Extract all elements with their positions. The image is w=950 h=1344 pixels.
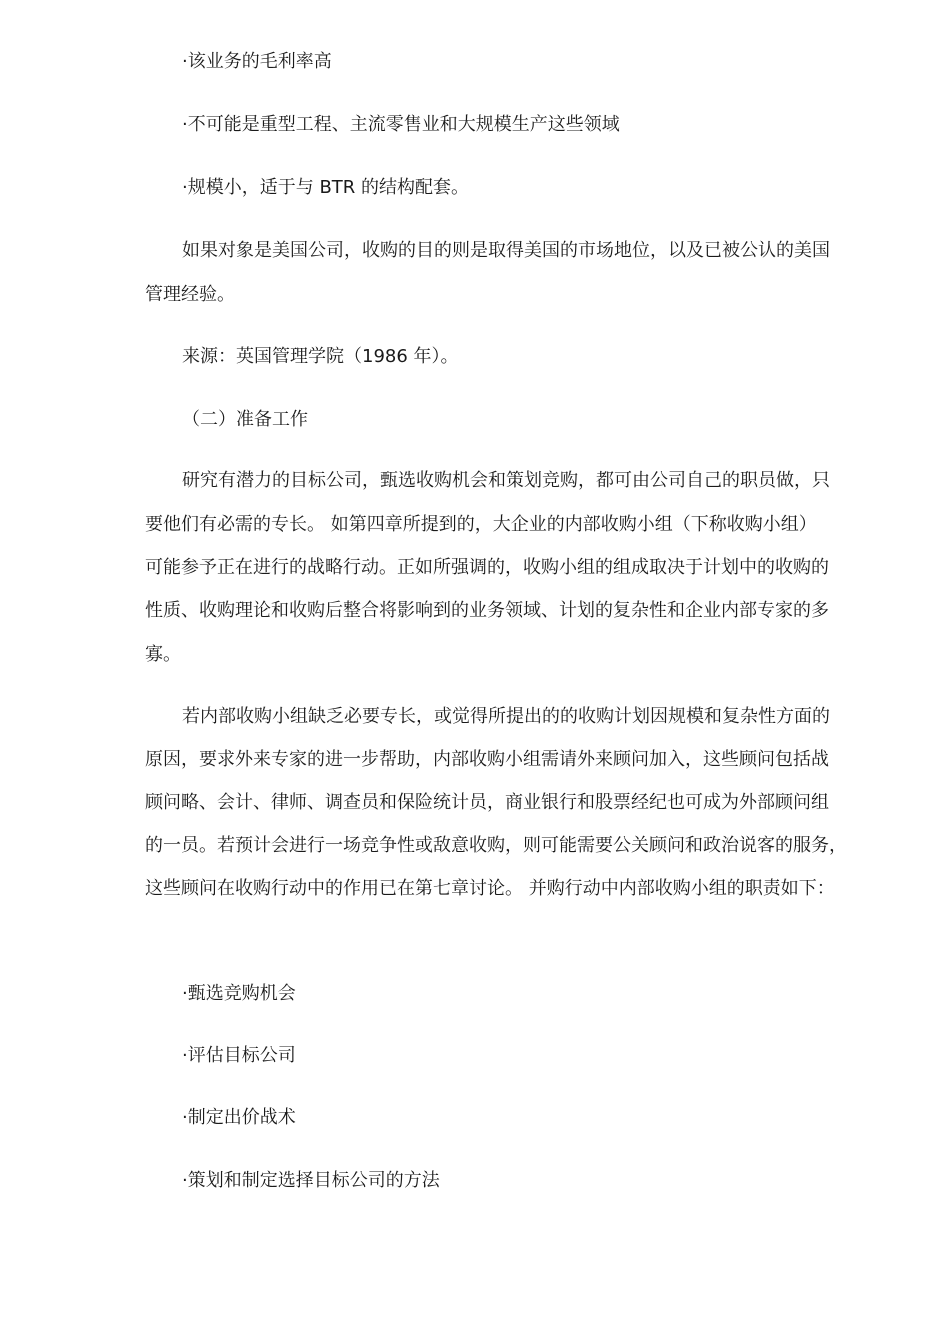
paragraph-line: 寡。 (145, 644, 181, 665)
paragraph-line: 可能参予正在进行的战略行动。正如所强调的，收购小组的组成取决于计划中的收购的 (145, 557, 829, 578)
paragraph-line: 如果对象是美国公司，收购的目的则是取得美国的市场地位，以及已被公认的美国 (182, 240, 830, 261)
paragraph-line: 研究有潜力的目标公司，甄选收购机会和策划竞购，都可由公司自己的职员做，只 (182, 470, 830, 491)
source-note: 来源：英国管理学院（1986 年）。 (182, 346, 459, 367)
bullet-item: ·甄选竞购机会 (182, 983, 296, 1004)
bullet-item: ·不可能是重型工程、主流零售业和大规模生产这些领域 (182, 114, 620, 135)
paragraph-line: 这些顾问在收购行动中的作用已在第七章讨论。 并购行动中内部收购小组的职责如下： (145, 878, 835, 899)
paragraph-line: 若内部收购小组缺乏必要专长，或觉得所提出的的收购计划因规模和复杂性方面的 (182, 706, 830, 727)
paragraph-line: 要他们有必需的专长。 如第四章所提到的，大企业的内部收购小组（下称收购小组） (145, 514, 817, 535)
bullet-item: ·制定出价战术 (182, 1107, 296, 1128)
bullet-item: ·评估目标公司 (182, 1045, 296, 1066)
bullet-item: ·策划和制定选择目标公司的方法 (182, 1170, 440, 1191)
paragraph-line: 管理经验。 (145, 284, 235, 305)
paragraph-line: 顾问略、会计、律师、调查员和保险统计员，商业银行和股票经纪也可成为外部顾问组 (145, 792, 829, 813)
bullet-item: ·规模小，适于与 BTR 的结构配套。 (182, 177, 470, 198)
paragraph-line: 原因，要求外来专家的进一步帮助，内部收购小组需请外来顾问加入，这些顾问包括战 (145, 749, 829, 770)
paragraph-line: 的一员。若预计会进行一场竞争性或敌意收购，则可能需要公关顾问和政治说客的服务， (145, 835, 847, 856)
paragraph-line: 性质、收购理论和收购后整合将影响到的业务领域、计划的复杂性和企业内部专家的多 (145, 600, 829, 621)
section-heading: （二）准备工作 (182, 409, 308, 430)
bullet-item: ·该业务的毛利率高 (182, 51, 332, 72)
